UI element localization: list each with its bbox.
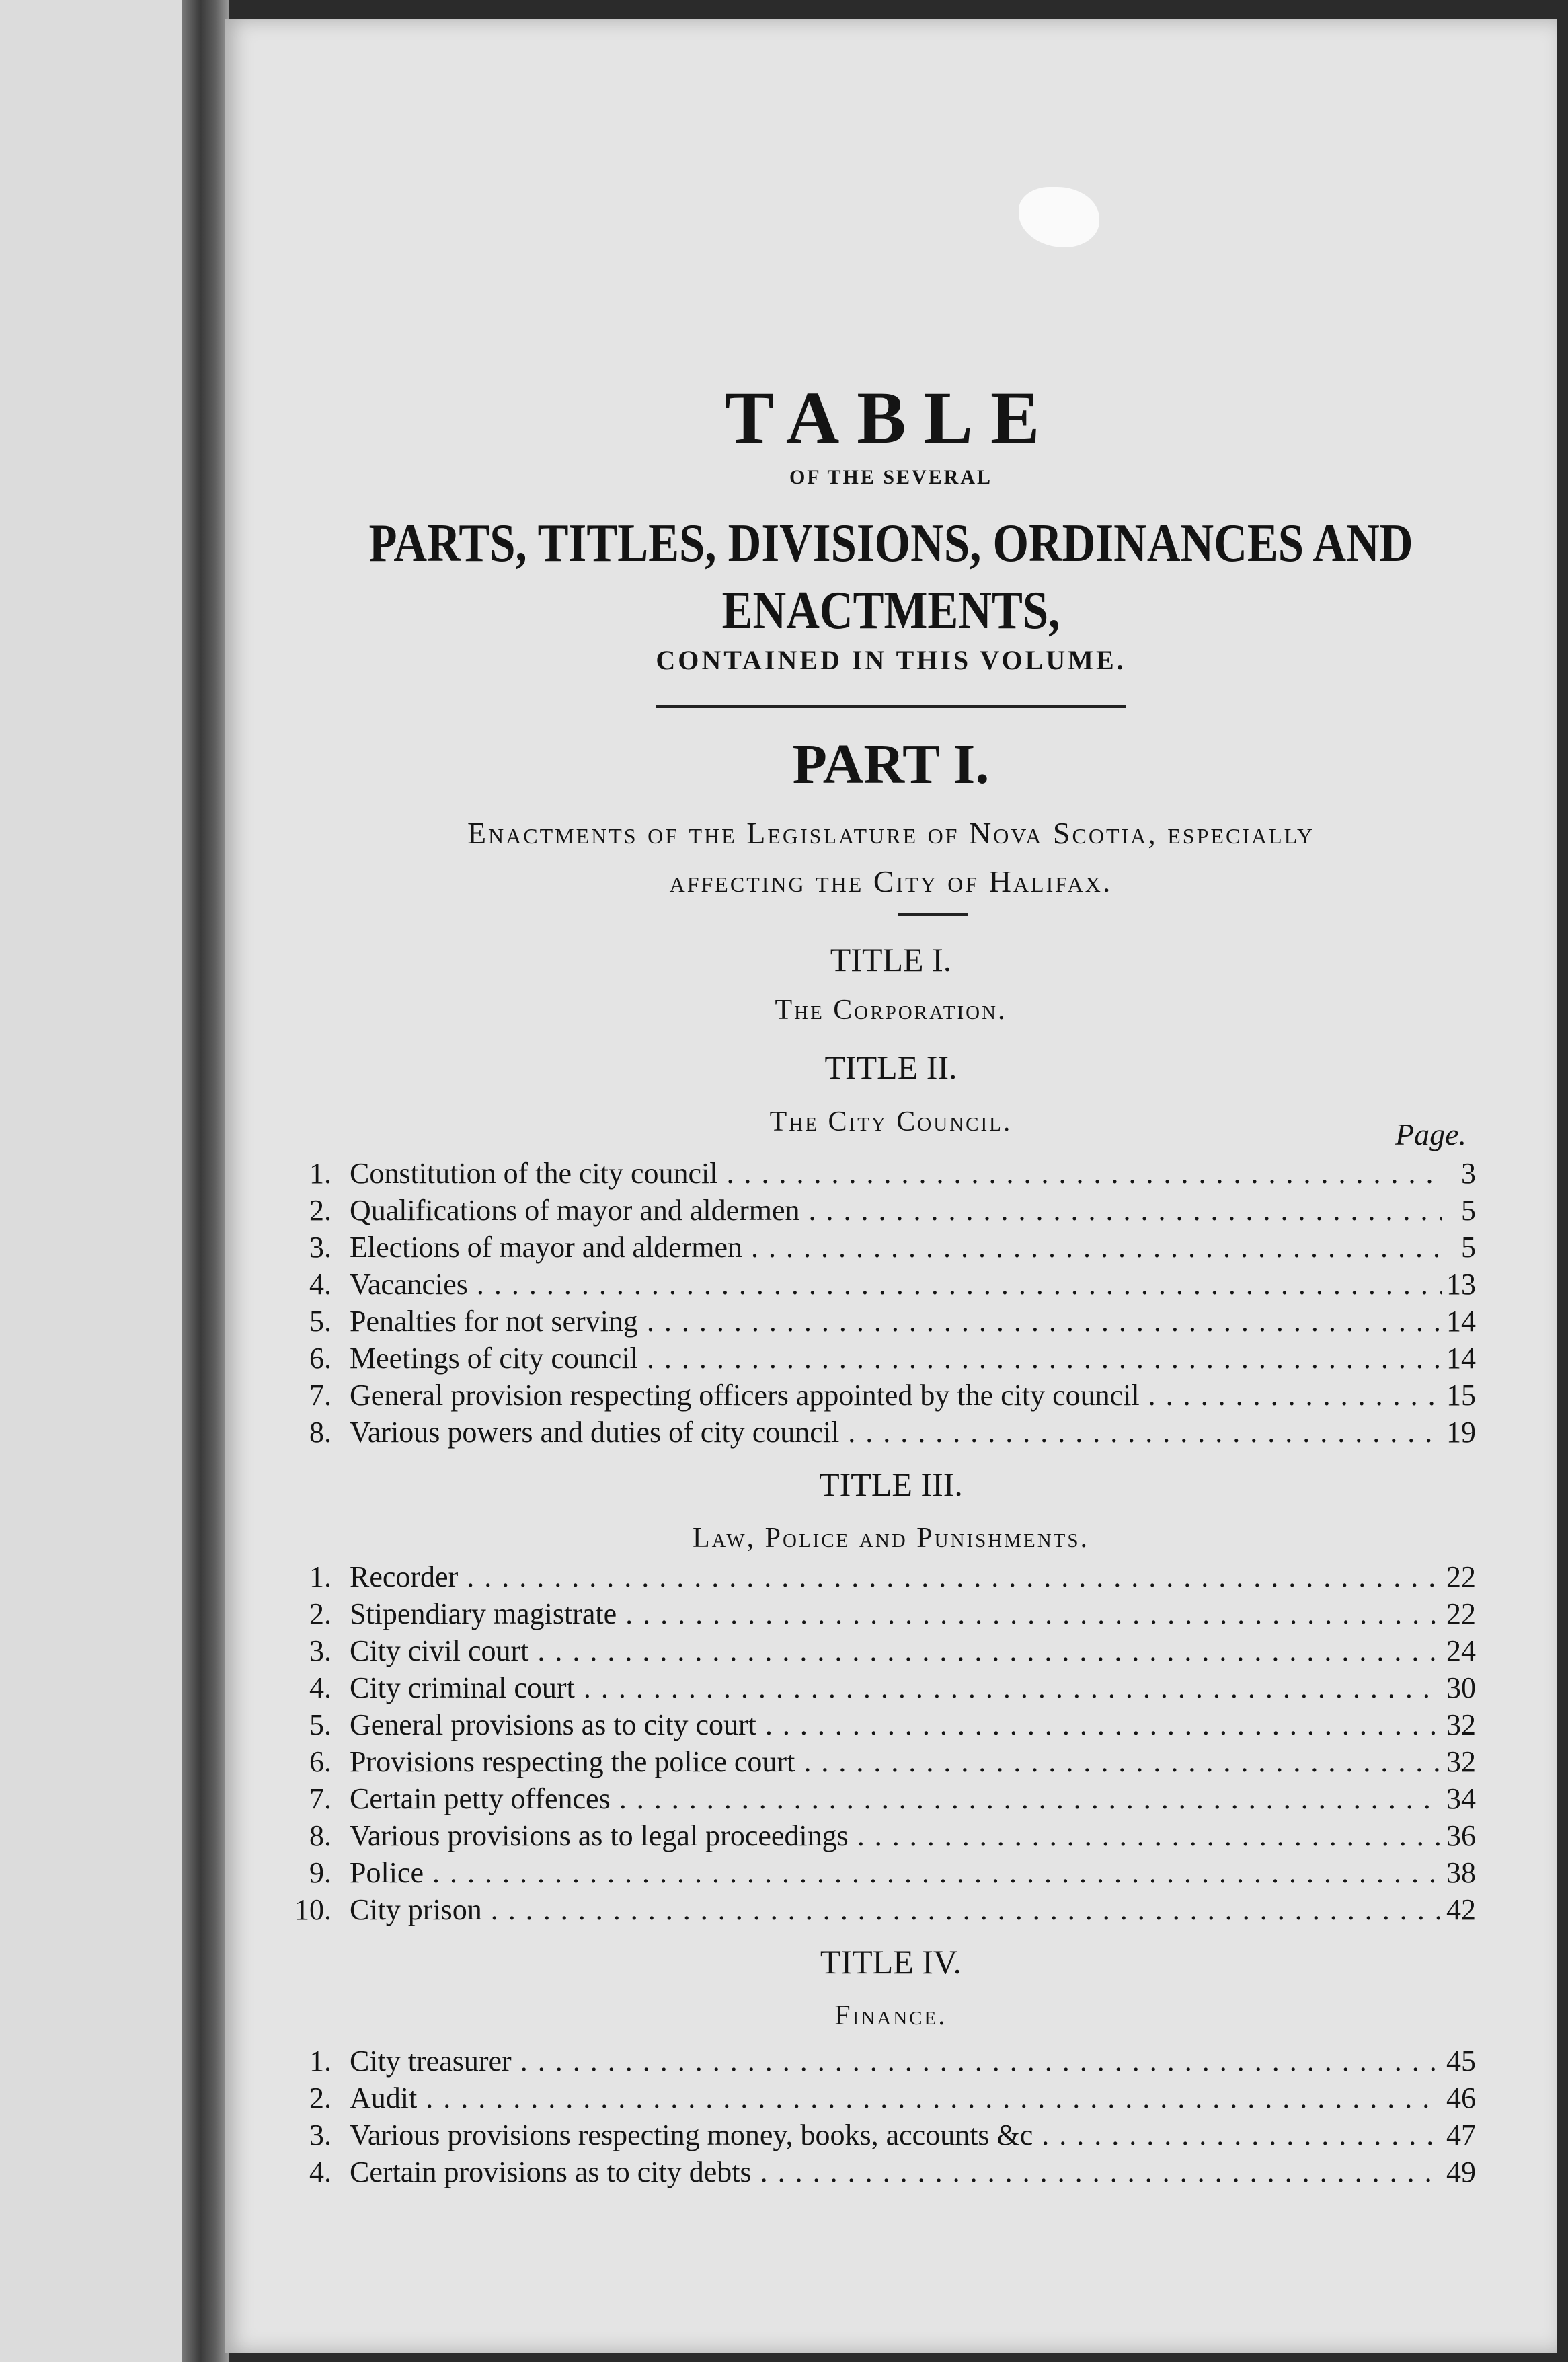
entry-page: 3 bbox=[1461, 1157, 1476, 1190]
paper-tear bbox=[1019, 187, 1099, 247]
title-parts-line2: ENACTMENTS, bbox=[721, 581, 1060, 640]
title-heading: TITLE II. bbox=[824, 1049, 957, 1086]
entry-page: 5 bbox=[1461, 1194, 1476, 1227]
entry-page: 30 bbox=[1446, 1671, 1476, 1704]
entry-number: 4. bbox=[309, 1671, 331, 1704]
entry-page: 19 bbox=[1446, 1416, 1476, 1449]
entry-number: 10. bbox=[295, 1893, 331, 1926]
entry-text: Various provisions as to legal proceedings . . . bbox=[350, 1818, 1442, 1854]
entry-text: Qualifications of mayor and aldermen . . . bbox=[350, 1192, 1442, 1229]
page-column-label: Page. bbox=[1395, 1117, 1467, 1151]
toc-entry[interactable] bbox=[225, 1892, 1557, 1928]
entry-number: 3. bbox=[309, 2119, 331, 2151]
part-heading: PART I. bbox=[792, 733, 990, 796]
entry-text: City prison . . . bbox=[350, 1892, 1442, 1928]
title-subheading: Finance. bbox=[834, 2000, 947, 2031]
toc-entry[interactable] bbox=[225, 1229, 1557, 1266]
entry-page: 46 bbox=[1446, 2082, 1476, 2115]
entry-number: 8. bbox=[309, 1416, 331, 1449]
entry-page: 32 bbox=[1446, 1745, 1476, 1778]
entry-page: 47 bbox=[1446, 2119, 1476, 2151]
toc-entry[interactable] bbox=[225, 1670, 1557, 1706]
entry-page: 45 bbox=[1446, 2045, 1476, 2078]
entry-page: 5 bbox=[1461, 1231, 1476, 1264]
toc-entry[interactable] bbox=[225, 1855, 1557, 1891]
entry-page: 42 bbox=[1446, 1893, 1476, 1926]
toc-entry[interactable] bbox=[225, 1559, 1557, 1595]
entry-text: Police . . . bbox=[350, 1855, 1442, 1891]
entry-page: 14 bbox=[1446, 1342, 1476, 1375]
entry-number: 3. bbox=[309, 1231, 331, 1264]
entry-text: City treasurer . . . bbox=[350, 2043, 1442, 2080]
entry-number: 1. bbox=[309, 1157, 331, 1190]
toc-entry[interactable] bbox=[225, 1155, 1557, 1192]
toc-entry[interactable] bbox=[225, 1818, 1557, 1854]
entry-text: Recorder . . . bbox=[350, 1559, 1442, 1595]
entry-text: Audit . . . bbox=[350, 2080, 1442, 2117]
entry-text: Certain provisions as to city debts . . . bbox=[350, 2154, 1442, 2190]
entry-text: General provision respecting officers appointed by the city council . . . bbox=[350, 1377, 1442, 1414]
part-subtitle-line2: affecting the City of Halifax. bbox=[669, 864, 1113, 899]
title-heading: TITLE I. bbox=[830, 941, 952, 979]
divider-rule bbox=[656, 705, 1126, 708]
entry-number: 6. bbox=[309, 1342, 331, 1375]
entry-page: 49 bbox=[1446, 2156, 1476, 2188]
title-contained: CONTAINED IN THIS VOLUME. bbox=[656, 645, 1126, 675]
toc-entry[interactable] bbox=[225, 1633, 1557, 1669]
entry-text: Certain petty offences . . . bbox=[350, 1781, 1442, 1817]
entry-number: 1. bbox=[309, 2045, 331, 2078]
title-of-the-several: OF THE SEVERAL bbox=[789, 466, 993, 488]
entry-text: Penalties for not serving . . . bbox=[350, 1303, 1442, 1340]
toc-entry[interactable] bbox=[225, 1707, 1557, 1743]
entry-page: 22 bbox=[1446, 1560, 1476, 1593]
toc-entry[interactable] bbox=[225, 1414, 1557, 1451]
entry-number: 2. bbox=[309, 1597, 331, 1630]
entry-page: 38 bbox=[1446, 1856, 1476, 1889]
entry-number: 6. bbox=[309, 1745, 331, 1778]
entry-page: 36 bbox=[1446, 1819, 1476, 1852]
entry-number: 7. bbox=[309, 1782, 331, 1815]
toc-entry[interactable] bbox=[225, 2043, 1557, 2080]
entry-number: 9. bbox=[309, 1856, 331, 1889]
document-page bbox=[225, 19, 1557, 2353]
entry-number: 8. bbox=[309, 1819, 331, 1852]
entry-page: 15 bbox=[1446, 1379, 1476, 1412]
entry-text: Meetings of city council . . . bbox=[350, 1340, 1442, 1377]
toc-entry[interactable] bbox=[225, 1340, 1557, 1377]
toc-entry[interactable] bbox=[225, 2080, 1557, 2117]
facing-page bbox=[0, 0, 188, 2362]
entry-text: Elections of mayor and aldermen . . . bbox=[350, 1229, 1442, 1266]
part-subtitle-line1: Enactments of the Legislature of Nova Scotia, especially bbox=[467, 816, 1315, 850]
entry-text: Various provisions respecting money, books, accounts &c . . . bbox=[350, 2117, 1442, 2154]
entry-number: 2. bbox=[309, 1194, 331, 1227]
title-heading: TITLE IV. bbox=[820, 1943, 962, 1981]
toc-entry[interactable] bbox=[225, 1192, 1557, 1229]
toc-entry[interactable] bbox=[225, 1596, 1557, 1632]
entry-text: City criminal court . . . bbox=[350, 1670, 1442, 1706]
toc-entry[interactable] bbox=[225, 1266, 1557, 1303]
entry-text: Provisions respecting the police court . . . bbox=[350, 1744, 1442, 1780]
toc-entry[interactable] bbox=[225, 1744, 1557, 1780]
entry-number: 7. bbox=[309, 1379, 331, 1412]
entry-page: 13 bbox=[1446, 1268, 1476, 1301]
entry-text: Various powers and duties of city council . . . bbox=[350, 1414, 1442, 1451]
entry-text: City civil court . . . bbox=[350, 1633, 1442, 1669]
page-title: TABLE bbox=[724, 377, 1058, 459]
title-parts bbox=[319, 510, 1464, 644]
title-heading: TITLE III. bbox=[819, 1465, 963, 1503]
entry-text: Constitution of the city council . . . bbox=[350, 1155, 1442, 1192]
entry-text: Stipendiary magistrate . . . bbox=[350, 1596, 1442, 1632]
entry-page: 32 bbox=[1446, 1708, 1476, 1741]
entry-number: 3. bbox=[309, 1634, 331, 1667]
entry-number: 2. bbox=[309, 2082, 331, 2115]
entry-page: 34 bbox=[1446, 1782, 1476, 1815]
part-subtitle bbox=[225, 809, 1557, 906]
entry-text: General provisions as to city court . . . bbox=[350, 1707, 1442, 1743]
entry-number: 4. bbox=[309, 2156, 331, 2188]
entry-page: 24 bbox=[1446, 1634, 1476, 1667]
toc-entry[interactable] bbox=[225, 2154, 1557, 2190]
toc-entry[interactable] bbox=[225, 1781, 1557, 1817]
toc-entry[interactable] bbox=[225, 1303, 1557, 1340]
entry-text: Vacancies . . . bbox=[350, 1266, 1442, 1303]
title-subheading: Law, Police and Punishments. bbox=[693, 1523, 1089, 1554]
entry-page: 14 bbox=[1446, 1305, 1476, 1338]
short-divider-rule bbox=[898, 913, 968, 916]
book-gutter bbox=[182, 0, 229, 2362]
entry-number: 5. bbox=[309, 1708, 331, 1741]
entry-number: 1. bbox=[309, 1560, 331, 1593]
title-subheading: The Corporation. bbox=[775, 995, 1007, 1026]
toc-entry[interactable] bbox=[225, 1377, 1557, 1414]
entry-number: 4. bbox=[309, 1268, 331, 1301]
toc-entry[interactable] bbox=[225, 2117, 1557, 2154]
entry-page: 22 bbox=[1446, 1597, 1476, 1630]
entry-number: 5. bbox=[309, 1305, 331, 1338]
title-subheading: The City Council. bbox=[769, 1106, 1013, 1137]
title-parts-line1: PARTS, TITLES, DIVISIONS, ORDINANCES AND bbox=[368, 514, 1413, 573]
